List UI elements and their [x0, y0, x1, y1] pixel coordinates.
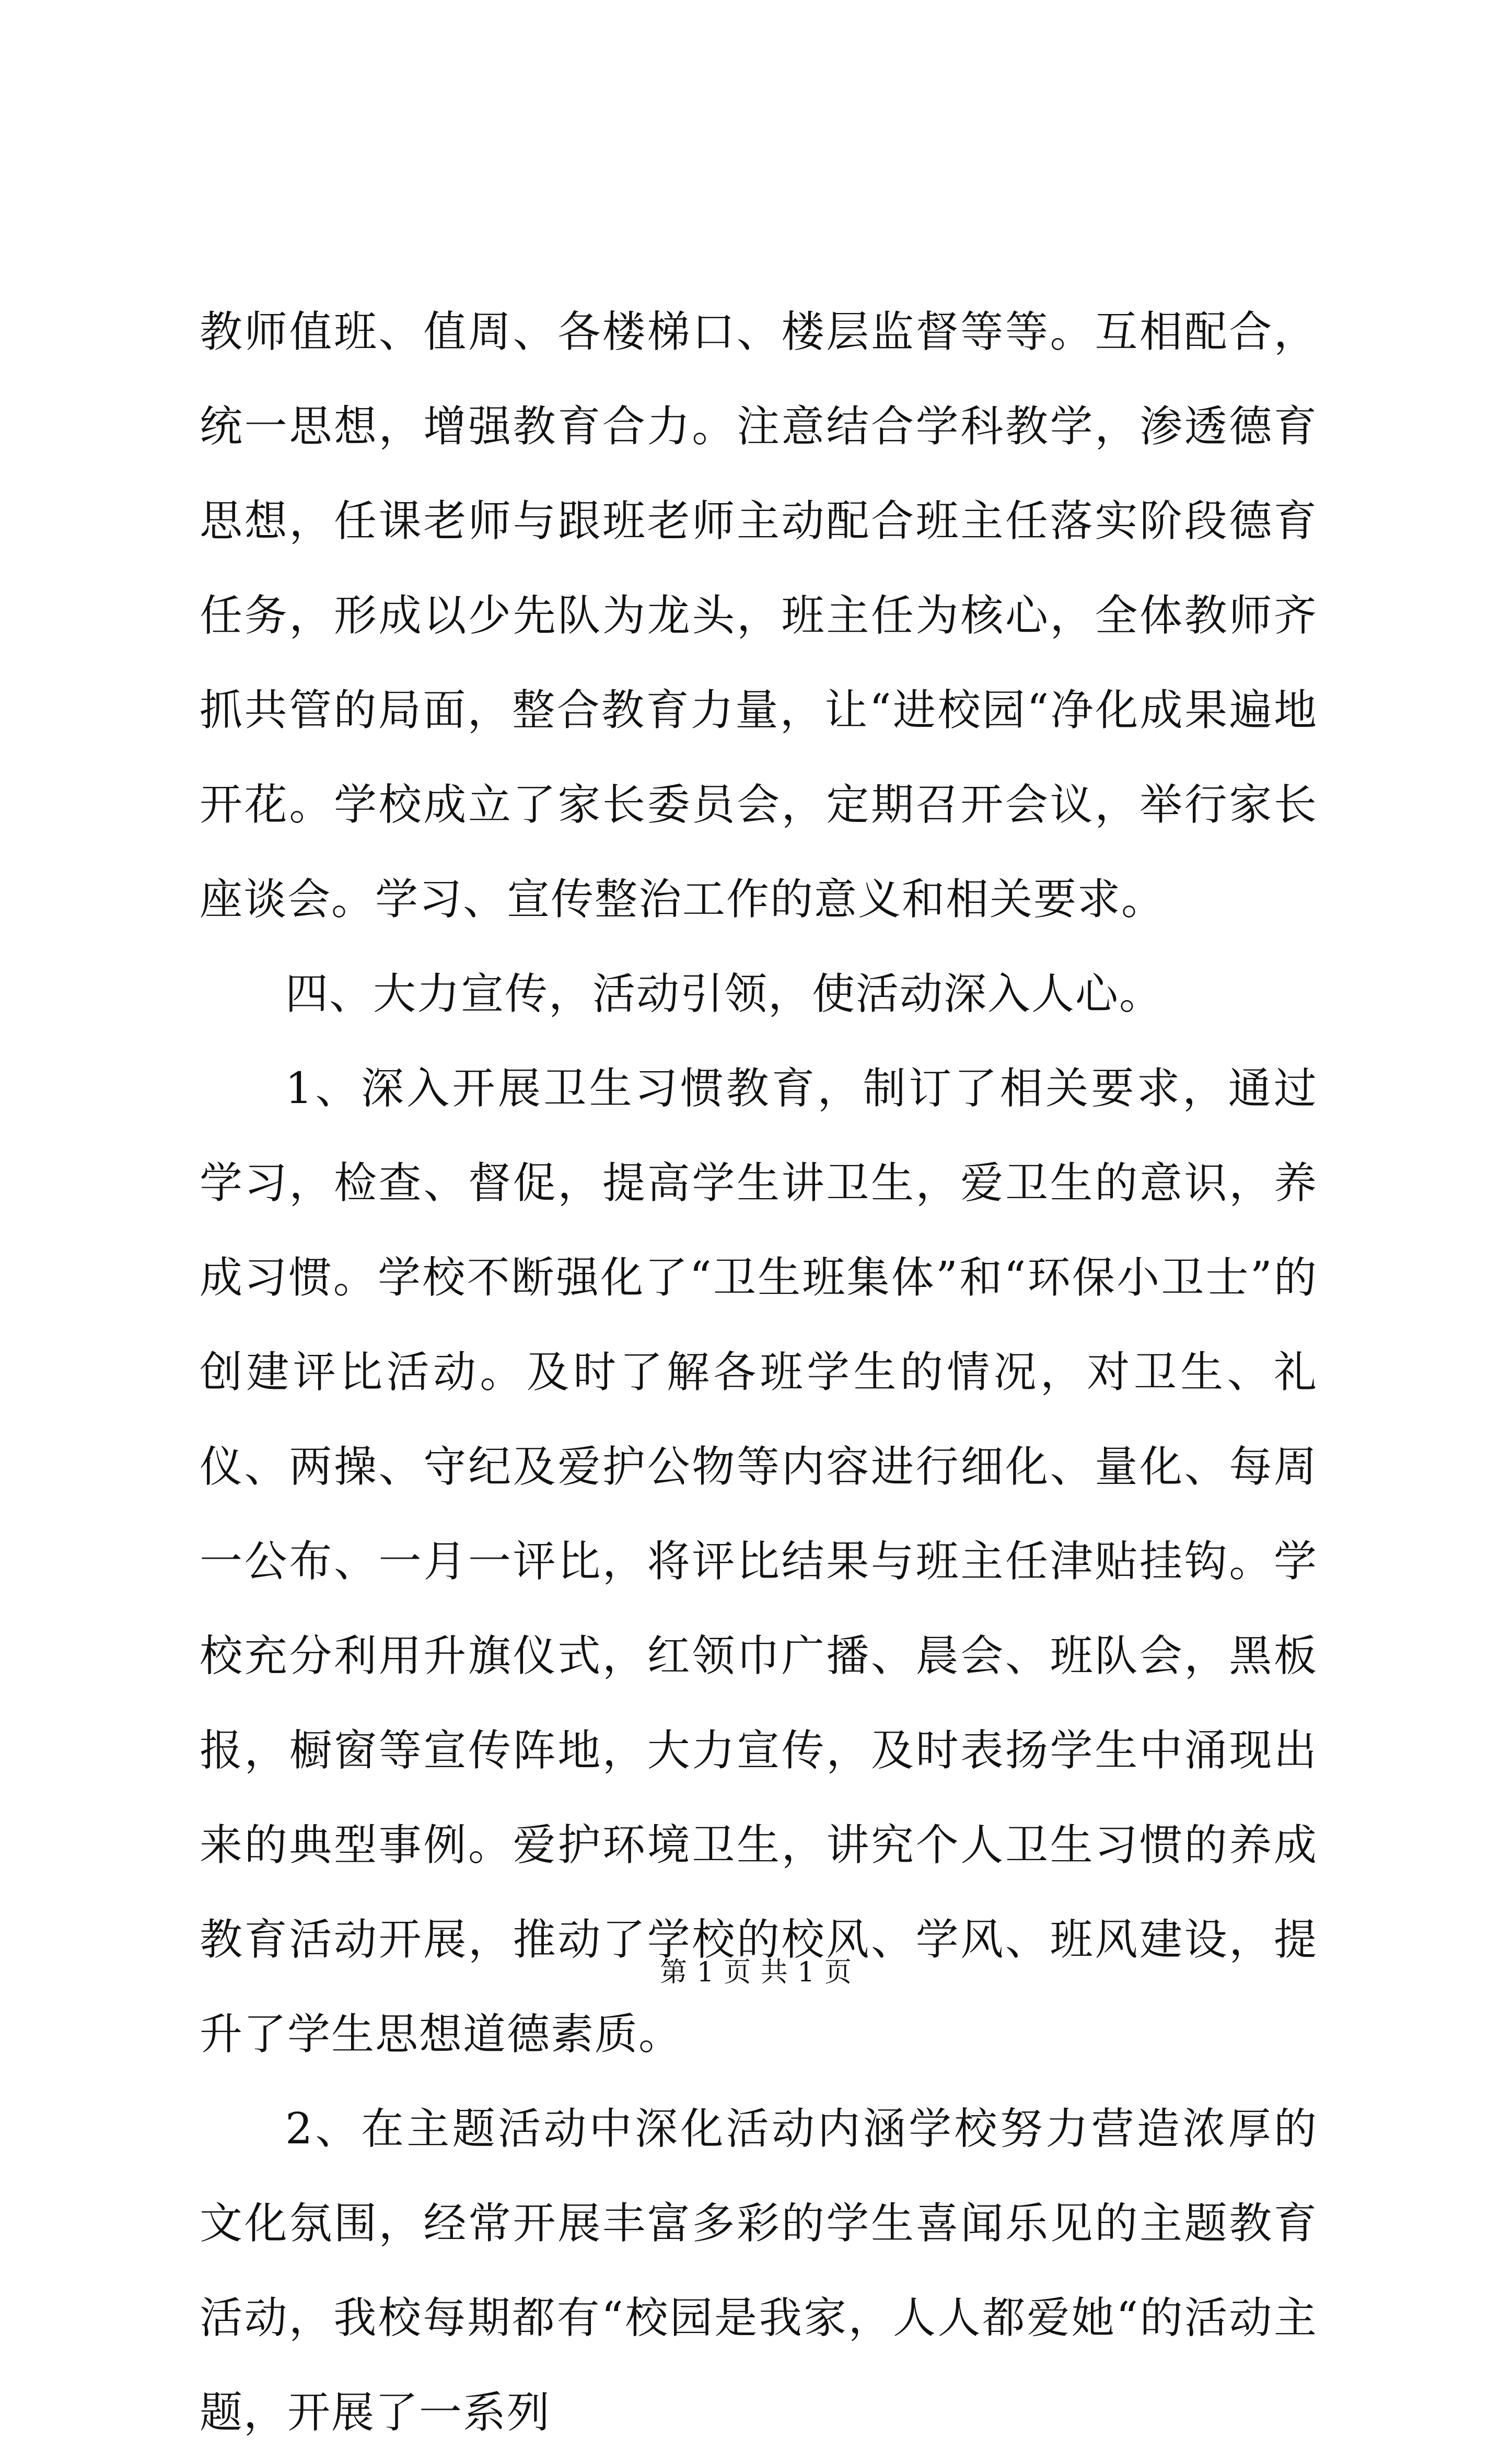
paragraph-item-1: 1、深入开展卫生习惯教育，制订了相关要求，通过学习，检查、督促，提高学生讲卫生，爱卫生的意识，养成习惯。学校不断强化了“卫生班集体”和“环保小卫士”的创建评比活动。及时了解各班学生的情况，对卫生、礼仪、两操、守纪及爱护公物等内容进行细化、量化、每周一公布、一月一评比，将评比结果与班主任津贴挂钩。学校充分利用升旗仪式，红领巾广播、晨会、班队会，黑板报，橱窗等宣传阵地，大力宣传，及时表扬学生中涌现出来的典型事例。爱护环境卫生，讲究个人卫生习惯的养成教育活动开展，推动了学校的校风、学风、班风建设，提升了学生思想道德素质。 [200, 1064, 1318, 2059]
section-heading-four: 四、大力宣传，活动引领，使活动深入人心。 [285, 969, 1164, 1019]
paragraph-item-2: 2、在主题活动中深化活动内涵学校努力营造浓厚的文化氛围，经常开展丰富多彩的学生喜闻乐见的主题教育活动，我校每期都有“校园是我家，人人都爱她“的活动主题，开展了一系列 [200, 2104, 1318, 2438]
document-body [200, 285, 1318, 2460]
page-footer: 第 1 页 共 1 页 [660, 1957, 852, 1988]
paragraph-continuation: 教师值班、值周、各楼梯口、楼层监督等等。互相配合，统一思想，增强教育合力。注意结合学科教学，渗透德育思想，任课老师与跟班老师主动配合班主任落实阶段德育任务，形成以少先队为龙头，班主任为核心，全体教师齐抓共管的局面，整合教育力量，让“进校园“净化成果遍地开花。学校成立了家长委员会，定期召开会议，举行家长座谈会。学习、宣传整治工作的意义和相关要求。 [200, 307, 1318, 924]
